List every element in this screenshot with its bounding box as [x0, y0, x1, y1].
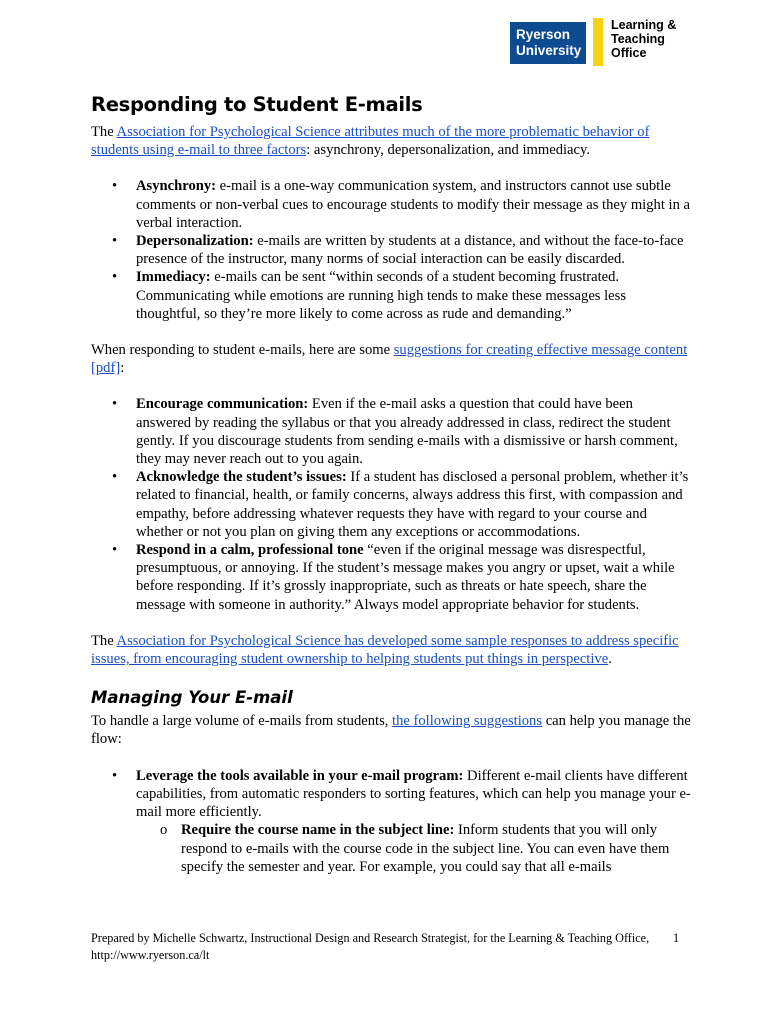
- page-title: Responding to Student E-mails: [91, 93, 423, 116]
- samples-paragraph: [91, 632, 691, 668]
- logo-yellow-bar: [593, 18, 603, 66]
- intro-paragraph: [91, 123, 691, 159]
- bullet-icon: •: [112, 542, 118, 559]
- bullet-icon: •: [112, 396, 118, 413]
- samples-prefix: The: [91, 632, 117, 649]
- list-item: [91, 767, 691, 876]
- list-item-term: Encourage communication:: [136, 396, 309, 413]
- following-suggestions-link[interactable]: the following suggestions: [392, 713, 543, 730]
- list-item-text: e-mails are written by students at a distance, and without the face-to-face presence of the instructor, many norms of social interaction can be easily discarded.: [136, 233, 684, 268]
- list-item: [91, 268, 691, 323]
- managing-sublist: [136, 821, 691, 876]
- aps-factors-link[interactable]: Association for Psychological Science attributes much of the more problematic behavior of students using e-mail to three factors: [91, 124, 650, 159]
- document-body: [91, 92, 691, 876]
- managing-intro-paragraph: [91, 712, 691, 748]
- list-item: [91, 177, 691, 232]
- intro-suffix: : asynchrony, depersonalization, and immediacy.: [306, 142, 591, 159]
- list-item-term: Depersonalization:: [136, 233, 254, 250]
- list-item-term: Immediacy:: [136, 269, 211, 286]
- intro-prefix: The: [91, 124, 117, 140]
- list-item-text: e-mails can be sent “within seconds of a student becoming frustrated. Communicating while emotions are running high tends to make these messages less thoughtful, so they’re more likely to come across as rude and demanding.”: [136, 269, 627, 322]
- list-item-text: Even if the e-mail asks a question that could have been answered by reading the syllabus or that you already addressed in class, redirect the student gently. If you discourage students from sending e-mails with a dismissive or harsh comment, they may never reach out to you again.: [136, 396, 678, 468]
- suggestions-list: [91, 395, 691, 613]
- logo-office-line3: Office: [611, 46, 647, 60]
- logo-university-line2: University: [516, 43, 582, 58]
- bullet-icon: •: [112, 269, 118, 286]
- page-footer: Prepared by Michelle Schwartz, Instructional Design and Research Strategist, for the Learning & Teaching Office, http://www.ryerson.ca/lt: [91, 931, 650, 962]
- logo-office-line1: Learning &: [611, 18, 677, 32]
- bullet-icon: •: [112, 233, 118, 250]
- managing-list: [91, 767, 691, 876]
- list-item-term: Asynchrony:: [136, 178, 217, 195]
- ryerson-logo: [510, 18, 690, 68]
- list-item: [91, 232, 691, 268]
- list-item-term: Leverage the tools available in your e-mail program:: [136, 767, 464, 784]
- page-number: 1: [673, 931, 680, 945]
- list-item: [91, 395, 691, 468]
- list-item-text: e-mail is a one-way communication system, and instructors cannot use subtle comments or non-verbal cues to encourage students to modify their message as they might in a verbal interaction.: [136, 178, 691, 231]
- logo-office-line2: Teaching: [611, 32, 665, 46]
- aps-sample-responses-link[interactable]: Association for Psychological Science has developed some sample responses to address specific issues, from encouraging student ownership to helping students put things in perspective: [91, 632, 679, 668]
- samples-suffix: .: [608, 651, 612, 668]
- logo-university-line1: Ryerson: [516, 27, 571, 42]
- list-item-term: Acknowledge the student’s issues:: [136, 469, 347, 486]
- sublist-item: [136, 821, 691, 876]
- managing-intro-suffix: can help you manage the flow:: [91, 713, 691, 748]
- list-item-text: “even if the original message was disrespectful, presumptuous, or annoying. If the student’s message makes you angry or upset, wait a while before responding. If it’s grossly inappropriate, such as threats or hate speech, share the message with someone in authority.” Always model appropriate behavior for students.: [136, 542, 675, 613]
- logo-office-name: [611, 18, 676, 60]
- list-item: [91, 468, 691, 541]
- sublist-item-text: Inform students that you will only respond to e-mails with the course code in the subject line. You can even have them specify the semester and year. For example, you could say that all e-mails: [181, 822, 670, 875]
- suggestions-pdf-link[interactable]: suggestions for creating effective message content [pdf]: [91, 342, 688, 377]
- managing-intro-prefix: To handle a large volume of e-mails from students,: [91, 713, 393, 730]
- bullet-icon: •: [112, 767, 118, 784]
- bullet-icon: •: [112, 178, 118, 195]
- bullet-icon: •: [112, 469, 118, 486]
- sublist-item-term: Require the course name in the subject line:: [181, 822, 455, 839]
- suggestions-intro-paragraph: [91, 341, 691, 377]
- factors-list: [91, 177, 691, 323]
- ryerson-university-wordmark: [510, 22, 586, 64]
- suggestions-intro-prefix: When responding to student e-mails, here are some: [91, 342, 394, 359]
- list-item-text: If a student has disclosed a personal problem, whether it’s related to financial, health, or family concerns, always address this first, with compassion and empathy, before addressing whatever requests they have with regard to your course and whether or not you plan on giving them any exceptions or accommodations.: [136, 469, 689, 540]
- list-item: [91, 541, 691, 614]
- list-item-text: Different e-mail clients have different capabilities, from automatic responders to sorting features, which can help you manage your e-mail more efficiently.: [136, 767, 691, 821]
- suggestions-intro-suffix: :: [120, 360, 125, 377]
- list-item-term: Respond in a calm, professional tone: [136, 542, 364, 559]
- section-heading-managing-email: Managing Your E-mail: [91, 688, 293, 708]
- circle-bullet-icon: o: [160, 822, 168, 839]
